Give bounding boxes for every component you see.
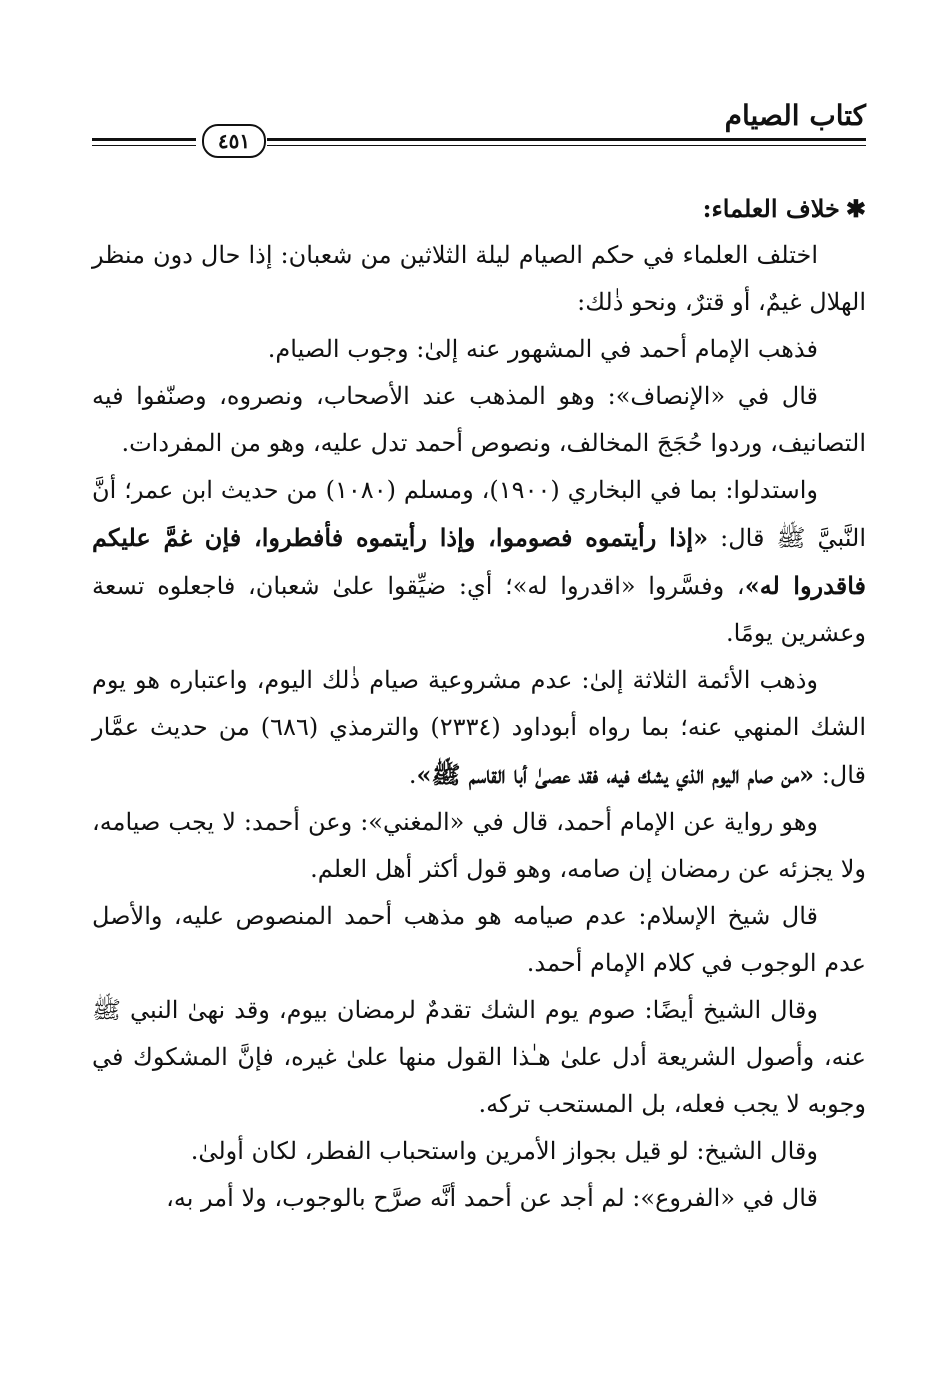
paragraph-5-start: وذهب الأئمة الثلاثة إلىٰ: عدم مشروعية صيام ذٰلك اليوم، واعتباره هو يوم الشك المنهي عنه؛ بما رواه أبوداود (٢٣٣٤) والترمذي (٦٨٦) من حديث عمَّار قال: <box>92 666 866 789</box>
hadith-quote-1: «إذا رأيتموه فصوموا، وإذا رأيتموه فأفطروا، فإن غمَّ عليكم فاقدروا له» <box>92 523 866 600</box>
header-rule-left-thin <box>92 145 196 146</box>
paragraph-5-end: . <box>408 761 417 789</box>
header-rule-thick <box>267 138 866 141</box>
page-body <box>92 186 866 1222</box>
section-heading-text: خلاف العلماء: <box>702 194 840 223</box>
paragraph-6: وهو رواية عن الإمام أحمد، قال في «المغني»: وعن أحمد: لا يجب صيامه، ولا يجزئه عن رمضان إن صامه، وهو قول أكثر أهل العلم. <box>92 808 866 883</box>
paragraph-4 <box>92 467 866 657</box>
paragraph-4-start: واستدلوا: بما في البخاري (١٩٠٠)، ومسلم (١٠٨٠) من حديث ابن عمر؛ أنَّ النَّبيَّ ﷺ قال: <box>92 476 867 552</box>
paragraph-1: اختلف العلماء في حكم الصيام ليلة الثلاثين من شعبان: إذا حال دون منظر الهلال غيمٌ، أو قترٌ، ونحو ذٰلك: <box>92 241 866 316</box>
hadith-quote-2: «من صام اليوم الذي يشك فيه، فقد عصىٰ أبا القاسم ﷺ» <box>416 760 815 789</box>
star-icon: ✱ <box>845 194 866 223</box>
paragraph-4-end: ، وفسَّروا «اقدروا له»؛ أي: ضيِّقوا علىٰ شعبان، فاجعلوه تسعة وعشرين يومًا. <box>92 572 866 647</box>
page-header <box>92 96 866 166</box>
paragraph-3: قال في «الإنصاف»: وهو المذهب عند الأصحاب، ونصروه، وصنّفوا فيه التصانيف، وردوا حُجَجَ المخالف، ونصوص أحمد تدل عليه، وهو من المفردات. <box>92 382 866 457</box>
header-rule-left-thick <box>92 138 196 141</box>
section-heading <box>92 186 866 232</box>
paragraph-7: قال شيخ الإسلام: عدم صيامه هو مذهب أحمد المنصوص عليه، والأصل عدم الوجوب في كلام الإمام أحمد. <box>92 902 866 977</box>
book-title: كتاب الصيام <box>724 99 866 132</box>
paragraph-10: قال في «الفروع»: لم أجد عن أحمد أنَّه صرَّح بالوجوب، ولا أمر به، <box>166 1184 818 1212</box>
paragraph-9: وقال الشيخ: لو قيل بجواز الأمرين واستحباب الفطر، لكان أولىٰ. <box>190 1137 818 1165</box>
header-rule-thin <box>267 145 866 146</box>
page-number: ٤٥١ <box>202 124 266 158</box>
paragraph-2: فذهب الإمام أحمد في المشهور عنه إلىٰ: وجوب الصيام. <box>267 335 818 363</box>
paragraph-5 <box>92 657 866 799</box>
paragraph-8: وقال الشيخ أيضًا: صوم يوم الشك تقدمٌ لرمضان بيوم، وقد نهىٰ النبي ﷺ عنه، وأصول الشريعة أدل علىٰ هـٰذا القول منها علىٰ غيره، فإنَّ المشكوك في وجوبه لا يجب فعله، بل المستحب تركه. <box>92 996 866 1118</box>
